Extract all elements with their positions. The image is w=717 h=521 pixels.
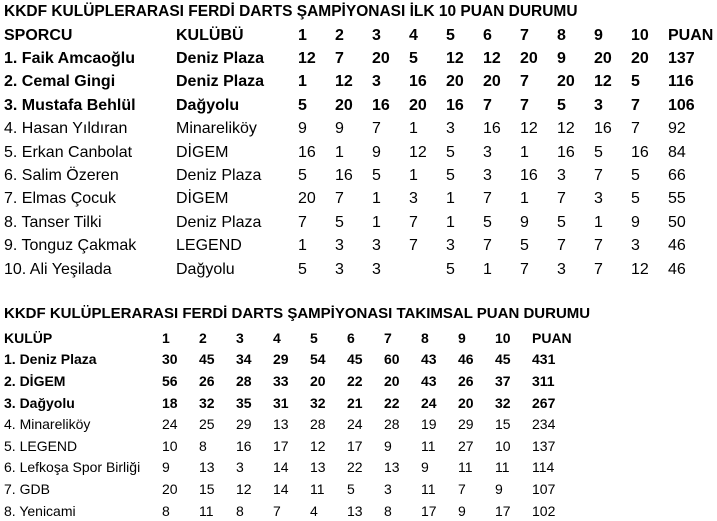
score-cell: 54 — [310, 351, 326, 368]
table-row — [4, 71, 717, 94]
column-header: 8 — [421, 329, 429, 346]
score-cell: 17 — [495, 502, 511, 519]
column-header: KULÜP — [4, 329, 53, 346]
score-cell: 3 — [594, 96, 603, 114]
score-cell: 16 — [335, 167, 353, 185]
score-cell: 9 — [557, 50, 566, 68]
score-cell: 5 — [372, 167, 381, 185]
score-cell: Dağyolu — [176, 260, 235, 278]
score-cell: 5 — [335, 213, 344, 231]
score-cell: 34 — [236, 351, 252, 368]
score-cell: 24 — [347, 416, 363, 433]
total-points-cell: 116 — [668, 73, 694, 91]
score-cell: 13 — [310, 459, 326, 476]
score-cell: 28 — [384, 416, 400, 433]
score-cell: 33 — [273, 372, 289, 389]
score-cell: 11 — [458, 459, 473, 476]
score-cell: 32 — [199, 394, 215, 411]
score-cell: 45 — [347, 351, 363, 368]
score-cell: 3 — [372, 237, 381, 255]
score-cell: 12 — [409, 143, 427, 161]
score-cell: 9 — [384, 437, 392, 454]
column-header: 10 — [495, 329, 511, 346]
score-cell: 20 — [446, 73, 464, 91]
score-cell: 1 — [520, 143, 529, 161]
score-cell: 16 — [372, 96, 390, 114]
column-header: 9 — [458, 329, 466, 346]
score-cell: 7 — [335, 50, 344, 68]
name-cell: 5. Erkan Canbolat — [4, 143, 133, 161]
score-cell: 7 — [520, 260, 529, 278]
column-header: 6 — [483, 26, 492, 44]
name-cell: 5. LEGEND — [4, 437, 78, 454]
score-cell: 21 — [347, 394, 363, 411]
name-cell: 8. Yenicami — [4, 502, 76, 519]
score-cell: 3 — [631, 237, 640, 255]
total-points-cell: 84 — [668, 143, 686, 161]
column-header: 7 — [520, 26, 529, 44]
name-cell: 2. Cemal Gingi — [4, 73, 116, 91]
score-cell: 5 — [631, 73, 640, 91]
table-row — [4, 478, 582, 500]
score-cell: Deniz Plaza — [176, 50, 265, 68]
score-cell: 9 — [335, 120, 344, 138]
score-cell: 15 — [199, 480, 215, 497]
name-cell: 1. Deniz Plaza — [4, 351, 97, 368]
score-cell: 1 — [520, 190, 529, 208]
score-cell: 7 — [273, 502, 281, 519]
name-cell: 7. Elmas Çocuk — [4, 190, 117, 208]
team-standings-table — [4, 327, 582, 521]
score-cell: 15 — [495, 416, 511, 433]
score-cell: 13 — [273, 416, 289, 433]
name-cell: 7. GDB — [4, 480, 50, 497]
score-cell: 20 — [483, 73, 501, 91]
column-header: 8 — [557, 26, 566, 44]
score-cell: 45 — [495, 351, 511, 368]
column-header: 1 — [298, 26, 307, 44]
column-header: 4 — [273, 329, 281, 346]
column-header: 1 — [162, 329, 170, 346]
score-cell: 12 — [594, 73, 612, 91]
score-cell: 26 — [458, 372, 474, 389]
score-cell: 1 — [594, 213, 603, 231]
score-cell: 3 — [372, 260, 381, 278]
score-cell: Deniz Plaza — [176, 167, 262, 185]
score-cell: 3 — [335, 260, 344, 278]
score-cell: 3 — [446, 237, 455, 255]
column-header: 10 — [631, 26, 649, 44]
column-header: 9 — [594, 26, 603, 44]
score-cell: 29 — [458, 416, 474, 433]
score-cell: 12 — [236, 480, 252, 497]
score-cell: DİGEM — [176, 190, 229, 208]
score-cell: 12 — [631, 260, 649, 278]
score-cell: 9 — [631, 213, 640, 231]
score-cell: 5 — [483, 213, 492, 231]
table-row — [4, 141, 717, 164]
score-cell: 1 — [409, 167, 418, 185]
table-row — [4, 392, 582, 414]
score-cell: 29 — [236, 416, 252, 433]
table-row — [4, 188, 717, 211]
score-cell: 7 — [483, 96, 492, 114]
score-cell: 7 — [594, 260, 603, 278]
score-cell: 3 — [594, 190, 603, 208]
score-cell: Deniz Plaza — [176, 73, 265, 91]
score-cell: 9 — [520, 213, 529, 231]
column-header: KULÜBÜ — [176, 26, 244, 44]
score-cell: 12 — [557, 120, 575, 138]
score-cell: Dağyolu — [176, 96, 240, 114]
total-points-cell: 46 — [668, 260, 686, 278]
score-cell: 43 — [421, 351, 437, 368]
score-cell: 1 — [298, 237, 307, 255]
score-cell: 13 — [199, 459, 215, 476]
score-cell: 7 — [520, 96, 529, 114]
score-cell: 16 — [236, 437, 252, 454]
column-header: 6 — [347, 329, 355, 346]
score-cell: 5 — [446, 167, 455, 185]
score-cell: 7 — [557, 237, 566, 255]
score-cell: 20 — [458, 394, 474, 411]
score-cell: 7 — [631, 96, 640, 114]
score-cell: 16 — [631, 143, 649, 161]
score-cell: 16 — [298, 143, 316, 161]
score-cell: 3 — [409, 190, 418, 208]
score-cell: 7 — [594, 167, 603, 185]
total-points-cell: 114 — [532, 459, 555, 476]
total-points-cell: 102 — [532, 502, 556, 519]
score-cell: 20 — [372, 50, 390, 68]
name-cell: 10. Ali Yeşilada — [4, 260, 112, 278]
score-cell — [409, 258, 446, 281]
column-header: PUAN — [668, 26, 714, 44]
column-header: PUAN — [532, 329, 572, 346]
table-row — [4, 457, 582, 479]
total-points-cell: 50 — [668, 213, 686, 231]
score-cell: 7 — [372, 120, 381, 138]
score-cell: 5 — [298, 96, 307, 114]
score-cell: 20 — [162, 480, 178, 497]
score-cell: 9 — [298, 120, 307, 138]
score-cell: 11 — [421, 480, 436, 497]
score-cell: 13 — [347, 502, 363, 519]
score-cell: 16 — [594, 120, 612, 138]
score-cell: 5 — [446, 143, 455, 161]
score-cell: 16 — [446, 96, 464, 114]
table-row — [4, 47, 717, 70]
score-cell: 20 — [310, 372, 326, 389]
score-cell: 16 — [557, 143, 575, 161]
score-cell: 11 — [199, 502, 214, 519]
score-cell: 11 — [495, 459, 510, 476]
total-points-cell: 234 — [532, 416, 556, 433]
score-cell: 3 — [236, 459, 244, 476]
score-cell: 20 — [594, 50, 612, 68]
score-cell: 5 — [557, 96, 566, 114]
score-cell: 28 — [310, 416, 326, 433]
score-cell: 13 — [384, 459, 400, 476]
score-cell: 7 — [409, 213, 418, 231]
score-cell: 3 — [335, 237, 344, 255]
score-cell: 5 — [409, 50, 418, 68]
total-points-cell: 267 — [532, 394, 556, 411]
score-cell: 1 — [372, 213, 381, 231]
score-cell: 30 — [162, 351, 178, 368]
score-cell: 10 — [495, 437, 511, 454]
table-row — [4, 370, 582, 392]
score-cell: Deniz Plaza — [176, 213, 262, 231]
score-cell: 7 — [335, 190, 344, 208]
table-row — [4, 94, 717, 117]
score-cell: 8 — [162, 502, 170, 519]
score-cell: 1 — [483, 260, 492, 278]
score-cell: 17 — [421, 502, 437, 519]
table-row — [4, 349, 582, 371]
score-cell: 7 — [458, 480, 466, 497]
score-cell: 7 — [483, 237, 492, 255]
score-cell: 12 — [446, 50, 464, 68]
column-header: 7 — [384, 329, 392, 346]
score-cell: 3 — [446, 120, 455, 138]
score-cell: 12 — [520, 120, 538, 138]
score-cell: 22 — [347, 459, 363, 476]
score-cell: 22 — [384, 394, 400, 411]
score-cell: 9 — [372, 143, 381, 161]
score-cell: 37 — [495, 372, 511, 389]
column-header: 2 — [199, 329, 207, 346]
score-cell: 3 — [483, 143, 492, 161]
score-cell: 3 — [483, 167, 492, 185]
score-cell: 29 — [273, 351, 289, 368]
score-cell: 20 — [384, 372, 400, 389]
score-cell: 7 — [298, 213, 307, 231]
score-cell: 5 — [520, 237, 529, 255]
name-cell: 9. Tonguz Çakmak — [4, 237, 137, 255]
score-cell: 20 — [520, 50, 538, 68]
total-points-cell: 55 — [668, 190, 686, 208]
score-cell: 3 — [557, 260, 566, 278]
score-cell: 35 — [236, 394, 252, 411]
total-points-cell: 137 — [668, 50, 695, 68]
score-cell: 18 — [162, 394, 178, 411]
total-points-cell: 107 — [532, 480, 556, 497]
score-cell: 24 — [421, 394, 437, 411]
total-points-cell: 311 — [532, 372, 555, 389]
score-cell: 7 — [409, 237, 418, 255]
score-cell: 14 — [273, 480, 289, 497]
column-header: 3 — [236, 329, 244, 346]
total-points-cell: 46 — [668, 237, 686, 255]
score-cell: 17 — [347, 437, 363, 454]
score-cell: 5 — [557, 213, 566, 231]
score-cell: 7 — [520, 73, 529, 91]
score-cell: 28 — [236, 372, 252, 389]
score-cell: 1 — [446, 190, 455, 208]
score-cell: 14 — [273, 459, 289, 476]
total-points-cell: 92 — [668, 120, 686, 138]
score-cell: 16 — [483, 120, 501, 138]
table-row — [4, 235, 717, 258]
score-cell: 24 — [162, 416, 178, 433]
score-cell: 19 — [421, 416, 437, 433]
score-cell: 12 — [483, 50, 501, 68]
table-row — [4, 500, 582, 521]
score-cell: 9 — [495, 480, 503, 497]
name-cell: 6. Lefkoşa Spor Birliği — [4, 459, 141, 476]
table-row — [4, 258, 717, 281]
score-cell: DİGEM — [176, 143, 229, 161]
score-cell: 3 — [372, 73, 381, 91]
score-cell: 16 — [409, 73, 427, 91]
score-cell: 5 — [298, 167, 307, 185]
name-cell: 8. Tanser Tilki — [4, 213, 102, 231]
total-points-cell: 66 — [668, 167, 686, 185]
score-cell: 46 — [458, 351, 474, 368]
score-cell: 7 — [631, 120, 640, 138]
name-cell: 2. DİGEM — [4, 372, 66, 389]
score-cell: 7 — [594, 237, 603, 255]
score-cell: 12 — [310, 437, 326, 454]
score-cell: 1 — [298, 73, 307, 91]
individual-standings-table — [4, 24, 717, 281]
table-row — [4, 118, 717, 141]
score-cell: 3 — [384, 480, 392, 497]
total-points-cell: 106 — [668, 96, 695, 114]
table-row — [4, 413, 582, 435]
individual-standings-title: KKDF KULÜPLERARASI FERDİ DARTS ŞAMPİYONASI İLK 10 PUAN DURUMU — [4, 3, 578, 20]
score-cell: 11 — [310, 480, 325, 497]
score-cell: 9 — [421, 459, 429, 476]
name-cell: 6. Salim Özeren — [4, 167, 119, 185]
score-cell: 3 — [557, 167, 566, 185]
score-cell: 5 — [347, 480, 355, 497]
score-cell: 20 — [557, 73, 575, 91]
score-cell: 4 — [310, 502, 318, 519]
score-cell: 17 — [273, 437, 289, 454]
header-row — [4, 327, 582, 349]
score-cell: 1 — [446, 213, 455, 231]
score-cell: 26 — [199, 372, 215, 389]
column-header: 2 — [335, 26, 344, 44]
total-points-cell: 431 — [532, 351, 556, 368]
score-cell: 20 — [298, 190, 316, 208]
total-points-cell: 137 — [532, 437, 556, 454]
score-cell: 16 — [520, 167, 538, 185]
score-cell: 1 — [335, 143, 344, 161]
score-cell: 60 — [384, 351, 400, 368]
score-cell: 27 — [458, 437, 474, 454]
score-cell: 5 — [594, 143, 603, 161]
score-cell: 32 — [310, 394, 326, 411]
score-cell: 31 — [273, 394, 289, 411]
score-cell: 12 — [298, 50, 316, 68]
name-cell: 4. Hasan Yıldıran — [4, 120, 128, 138]
team-standings-title: KKDF KULÜPLERARASI FERDİ DARTS ŞAMPİYONASI TAKIMSAL PUAN DURUMU — [4, 305, 591, 322]
score-cell: 12 — [335, 73, 353, 91]
score-cell: 8 — [199, 437, 207, 454]
score-cell: 5 — [446, 260, 455, 278]
score-cell: 56 — [162, 372, 178, 389]
score-cell: 9 — [458, 502, 466, 519]
score-cell: 20 — [631, 50, 649, 68]
name-cell: 1. Faik Amcaoğlu — [4, 50, 135, 68]
column-header: 3 — [372, 26, 381, 44]
table-row — [4, 164, 717, 187]
column-header: 5 — [446, 26, 455, 44]
score-cell: 20 — [409, 96, 427, 114]
name-cell: 4. Minareliköy — [4, 416, 91, 433]
name-cell: 3. Dağyolu — [4, 394, 75, 411]
score-cell: 43 — [421, 372, 437, 389]
column-header: SPORCU — [4, 26, 73, 44]
score-cell: 32 — [495, 394, 511, 411]
score-cell: 8 — [384, 502, 392, 519]
score-cell: 7 — [557, 190, 566, 208]
header-row — [4, 24, 717, 47]
score-cell: 9 — [162, 459, 170, 476]
name-cell: 3. Mustafa Behlül — [4, 96, 136, 114]
score-cell: 22 — [347, 372, 363, 389]
score-cell: 1 — [372, 190, 381, 208]
score-cell: 45 — [199, 351, 215, 368]
score-cell: 10 — [162, 437, 178, 454]
column-header: 5 — [310, 329, 318, 346]
score-cell: LEGEND — [176, 237, 242, 255]
score-cell: 11 — [421, 437, 436, 454]
score-cell: 25 — [199, 416, 215, 433]
score-cell: 20 — [335, 96, 353, 114]
score-cell: 5 — [631, 190, 640, 208]
score-cell: Minareliköy — [176, 120, 257, 138]
score-cell: 5 — [298, 260, 307, 278]
score-cell: 1 — [409, 120, 418, 138]
table-row — [4, 211, 717, 234]
score-cell: 8 — [236, 502, 244, 519]
score-cell: 5 — [631, 167, 640, 185]
column-header: 4 — [409, 26, 418, 44]
score-cell: 7 — [483, 190, 492, 208]
table-row — [4, 435, 582, 457]
